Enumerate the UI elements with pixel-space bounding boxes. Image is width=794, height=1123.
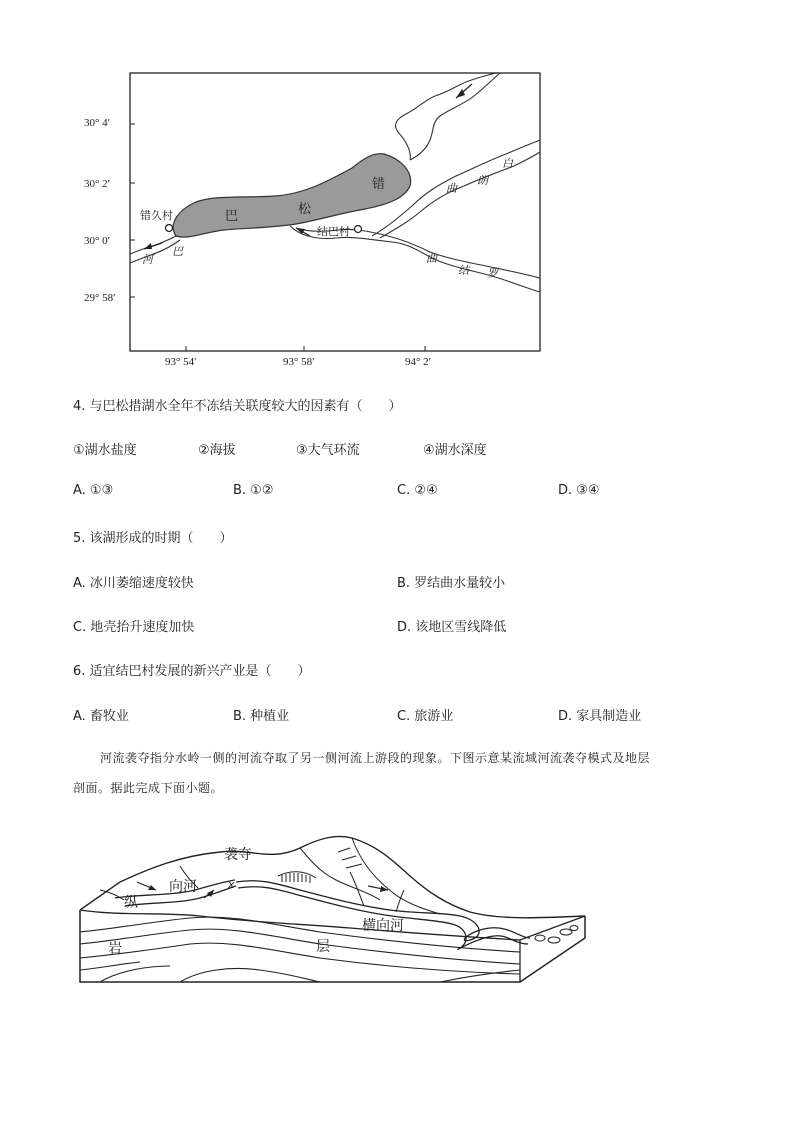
label-hengxianghe: 横向河	[362, 918, 404, 934]
q4-option-a[interactable]: A. ①③	[73, 483, 114, 498]
label-lake-ba: 巴	[225, 209, 239, 224]
lat-label-30-0: 30° 0′	[84, 235, 111, 247]
q4-option-b[interactable]: B. ①②	[233, 483, 274, 498]
label-x: x	[228, 878, 235, 891]
q4-option-d[interactable]: D. ③④	[558, 483, 600, 498]
q4-item-4: ④湖水深度	[423, 443, 487, 458]
lon-label-93-54: 93° 54′	[165, 356, 197, 368]
label-river-luo: 罗	[487, 267, 498, 280]
village-jieba-marker	[355, 226, 362, 233]
label-river-jie: 结	[458, 264, 469, 277]
q5-option-a[interactable]: A. 冰川萎缩速度较快	[73, 576, 194, 591]
label-river-he: 河	[142, 253, 153, 266]
label-lake-song: 松	[298, 202, 312, 217]
q4-item-3: ③大气环流	[296, 443, 360, 458]
lon-label-94-2: 94° 2′	[405, 356, 432, 368]
label-cuojiu-village: 错久村	[140, 209, 173, 222]
label-zong: 纵	[124, 895, 138, 911]
q5-stem: 5. 该湖形成的时期（ ）	[73, 531, 233, 546]
lat-label-29-58: 29° 58′	[84, 292, 116, 304]
label-river-lang: 朗	[477, 174, 488, 187]
map-frame-svg	[0, 0, 794, 380]
lake-map	[0, 0, 794, 380]
q6-option-d[interactable]: D. 家具制造业	[558, 709, 642, 724]
village-cuojiu-marker	[166, 225, 173, 232]
label-jieba-village: 结巴村	[317, 225, 350, 238]
q5-option-b[interactable]: B. 罗结曲水量较小	[397, 576, 506, 591]
label-river-ba: 巴	[172, 245, 183, 258]
lon-label-93-58: 93° 58′	[283, 356, 315, 368]
lat-label-30-2: 30° 2′	[84, 178, 111, 190]
q4-stem: 4. 与巴松措湖水全年不冻结关联度较大的因素有（ ）	[73, 399, 402, 414]
passage-line-2: 剖面。据此完成下面小题。	[73, 781, 224, 795]
label-xiduo: 袭夺	[224, 847, 252, 863]
river-capture-diagram	[0, 820, 794, 1000]
q5-option-c[interactable]: C. 地壳抬升速度加快	[73, 620, 195, 635]
q6-option-b[interactable]: B. 种植业	[233, 709, 290, 724]
q4-item-2: ②海拔	[198, 443, 236, 458]
q4-option-c[interactable]: C. ②④	[397, 483, 438, 498]
label-ceng: 层	[316, 939, 330, 955]
q6-stem: 6. 适宜结巴村发展的新兴产业是（ ）	[73, 664, 311, 679]
q6-option-a[interactable]: A. 畜牧业	[73, 709, 129, 724]
label-river-qu2: 曲	[426, 252, 437, 265]
label-xiang-he: 向河	[169, 879, 197, 895]
diagram-svg	[0, 820, 794, 1000]
label-river-bai: 白	[502, 157, 513, 170]
label-river-qu1: 曲	[446, 182, 457, 195]
passage-line-1: 河流袭夺指分水岭一侧的河流夺取了另一侧河流上游段的现象。下图示意某流域河流袭夺模式及地层	[100, 751, 651, 765]
q4-item-1: ①湖水盐度	[73, 443, 137, 458]
q6-option-c[interactable]: C. 旅游业	[397, 709, 454, 724]
label-lake-cuo: 错	[372, 177, 386, 192]
lat-label-30-4: 30° 4′	[84, 117, 111, 129]
label-yan: 岩	[108, 941, 122, 957]
lake-bacuo	[173, 154, 410, 237]
q5-option-d[interactable]: D. 该地区雪线降低	[397, 620, 507, 635]
